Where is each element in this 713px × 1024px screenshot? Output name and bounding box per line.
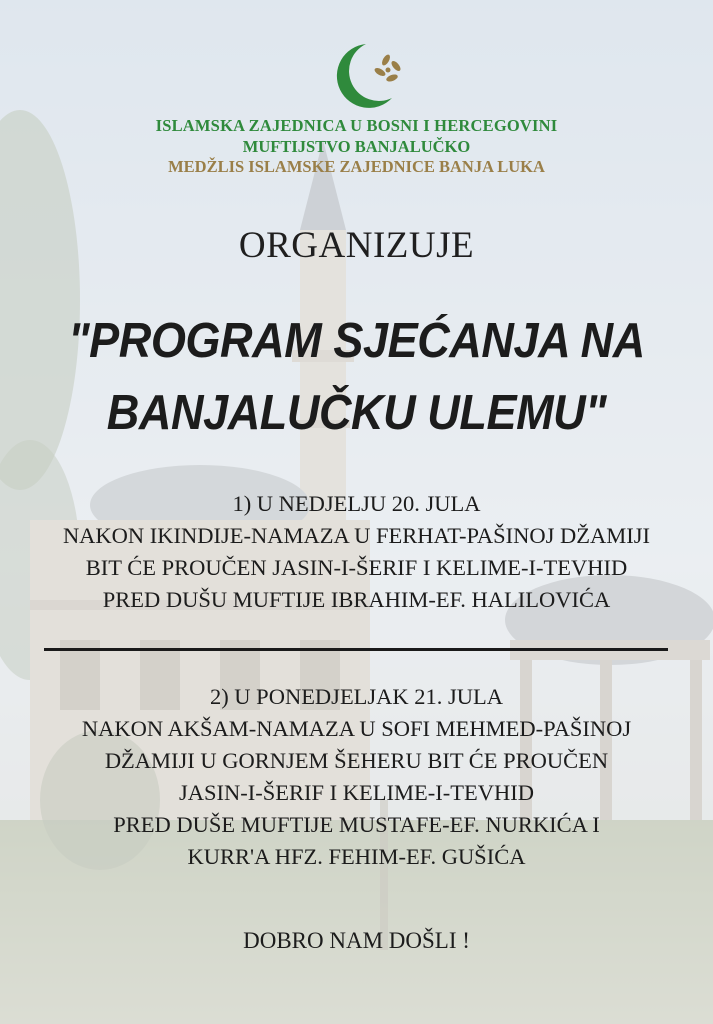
event-1-line: NAKON IKINDIJE-NAMAZA U FERHAT-PAŠINOJ DŽAMIJI [62,523,651,548]
event-1-block [0,488,713,616]
event-2-line: JASIN-I-ŠERIF I KELIME-I-TEVHID [179,780,534,805]
organization-name: ISLAMSKA ZAJEDNICA U BOSNI I HERCEGOVINI [155,116,558,135]
event-2-date: 2) U PONEDJELJAK 21. JULA [209,684,504,709]
event-2-line: KURR'A HFZ. FEHIM-EF. GUŠIĆA [187,844,526,869]
program-title-line-1: "PROGRAM SJEĆANJA NA [68,314,645,368]
program-title-line-2: BANJALUČKU ULEMU" [106,386,607,440]
event-2-line: DŽAMIJI U GORNJEM ŠEHERU BIT ĆE PROUČEN [104,748,609,773]
organizes-heading: ORGANIZUJE [238,225,475,266]
event-2-block [0,681,713,873]
event-1-date: 1) U NEDJELJU 20. JULA [232,491,481,516]
event-2-line: NAKON AKŠAM-NAMAZA U SOFI MEHMED-PAŠINOJ [81,716,632,741]
event-1-line: PRED DUŠU MUFTIJE IBRAHIM-EF. HALILOVIĆA [102,587,611,612]
section-divider [44,648,668,651]
muftiate-name: MUFTIJSTVO BANJALUČKO [242,137,471,156]
event-1-line: BIT ĆE PROUČEN JASIN-I-ŠERIF I KELIME-I-TEVHID [85,555,628,580]
council-name: MEDŽLIS ISLAMSKE ZAJEDNICE BANJA LUKA [168,157,545,176]
welcome-message: DOBRO NAM DOŠLI ! [243,928,470,953]
event-2-line: PRED DUŠE MUFTIJE MUSTAFE-EF. NURKIĆA I [113,812,600,837]
crescent-with-ornament-logo [334,40,410,112]
